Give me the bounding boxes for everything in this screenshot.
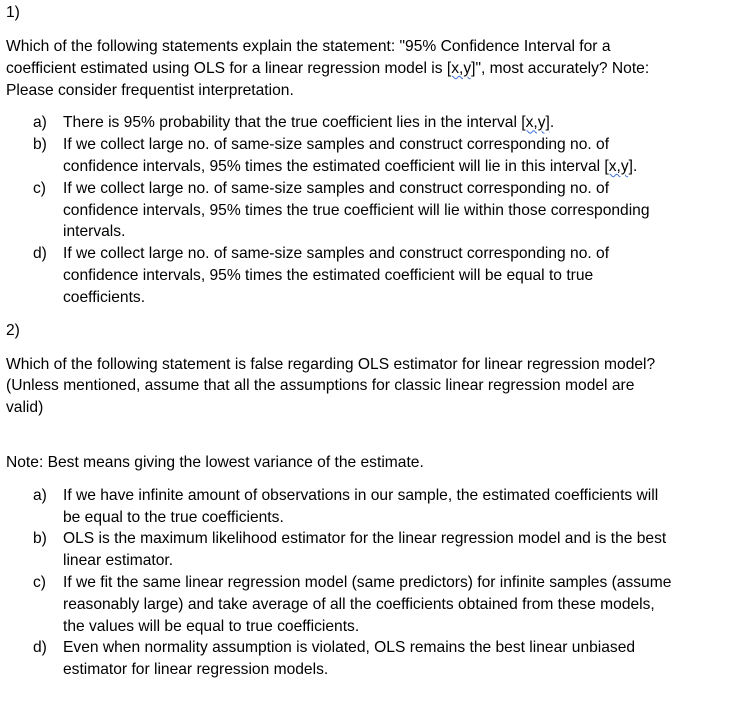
question-2-note: Note: Best means giving the lowest variance of the estimate.	[6, 453, 424, 471]
option-line: Even when normality assumption is violated, OLS remains the best linear unbiased	[63, 639, 636, 657]
option-letter: b)	[33, 530, 47, 548]
document-page	[6, 2, 750, 681]
question-1-options	[6, 112, 750, 308]
option-letter: c)	[33, 179, 46, 197]
option-letter: a)	[33, 486, 47, 504]
option-letter: d)	[33, 639, 47, 657]
prompt-line: Which of the following statement is false regarding OLS estimator for linear regression model?	[6, 355, 656, 373]
option-b	[6, 528, 750, 572]
option-line: coefficients.	[63, 288, 146, 306]
option-line: intervals.	[63, 223, 126, 241]
option-d	[6, 637, 750, 681]
option-line: If we have infinite amount of observations in our sample, the estimated coefficients will	[63, 486, 659, 504]
option-line: If we collect large no. of same-size samples and construct corresponding no. of	[63, 136, 610, 154]
question-2	[6, 320, 750, 681]
prompt-line: coefficient estimated using OLS for a linear regression model is [x,y]", most accurately? Note:	[6, 59, 650, 77]
option-line: confidence intervals, 95% times the true coefficient will lie within those corresponding	[63, 201, 650, 219]
option-line: If we fit the same linear regression model (same predictors) for infinite samples (assume	[63, 573, 672, 591]
interval-token: [x,y]	[604, 157, 634, 175]
option-line: reasonably large) and take average of all the coefficients obtained from these models,	[63, 595, 655, 613]
option-d	[6, 243, 750, 308]
prompt-line: valid)	[6, 399, 44, 417]
option-b	[6, 134, 750, 178]
option-line: linear estimator.	[63, 552, 174, 570]
option-line: be equal to the true coefficients.	[63, 508, 284, 526]
spacer	[6, 419, 750, 452]
question-2-options	[6, 485, 750, 681]
option-line: confidence intervals, 95% times the estimated coefficient will lie in this interval [x,y].	[63, 157, 638, 175]
option-letter: a)	[33, 114, 47, 132]
spacer	[6, 342, 750, 354]
option-letter: c)	[33, 573, 46, 591]
option-c	[6, 178, 750, 243]
option-letter: b)	[33, 136, 47, 154]
option-a	[6, 112, 750, 134]
question-1-prompt	[6, 36, 750, 101]
option-line: the values will be equal to true coefficients.	[63, 617, 360, 635]
option-line: OLS is the maximum likelihood estimator for the linear regression model and is the best	[63, 530, 667, 548]
question-1	[6, 2, 750, 309]
option-a	[6, 485, 750, 529]
question-1-number: 1)	[6, 4, 20, 21]
option-c	[6, 572, 750, 637]
spacer	[6, 24, 750, 36]
interval-token: [x,y]	[446, 59, 476, 77]
spacer	[6, 101, 750, 112]
question-2-prompt	[6, 354, 750, 419]
option-line: If we collect large no. of same-size samples and construct corresponding no. of	[63, 245, 610, 263]
spacer	[6, 474, 750, 485]
option-line: There is 95% probability that the true coefficient lies in the interval [x,y].	[63, 114, 555, 132]
interval-token: [x,y]	[521, 114, 550, 132]
prompt-line: Which of the following statements explain the statement: "95% Confidence Interval for a	[6, 38, 611, 55]
spacer	[6, 309, 750, 320]
option-letter: d)	[33, 245, 47, 263]
prompt-line: Please consider frequentist interpretation.	[6, 81, 294, 99]
option-line: estimator for linear regression models.	[63, 661, 329, 679]
prompt-line: (Unless mentioned, assume that all the assumptions for classic linear regression model are	[6, 377, 635, 395]
question-2-number: 2)	[6, 321, 20, 339]
option-line: confidence intervals, 95% times the estimated coefficient will be equal to true	[63, 266, 594, 284]
option-line: If we collect large no. of same-size samples and construct corresponding no. of	[63, 179, 610, 197]
